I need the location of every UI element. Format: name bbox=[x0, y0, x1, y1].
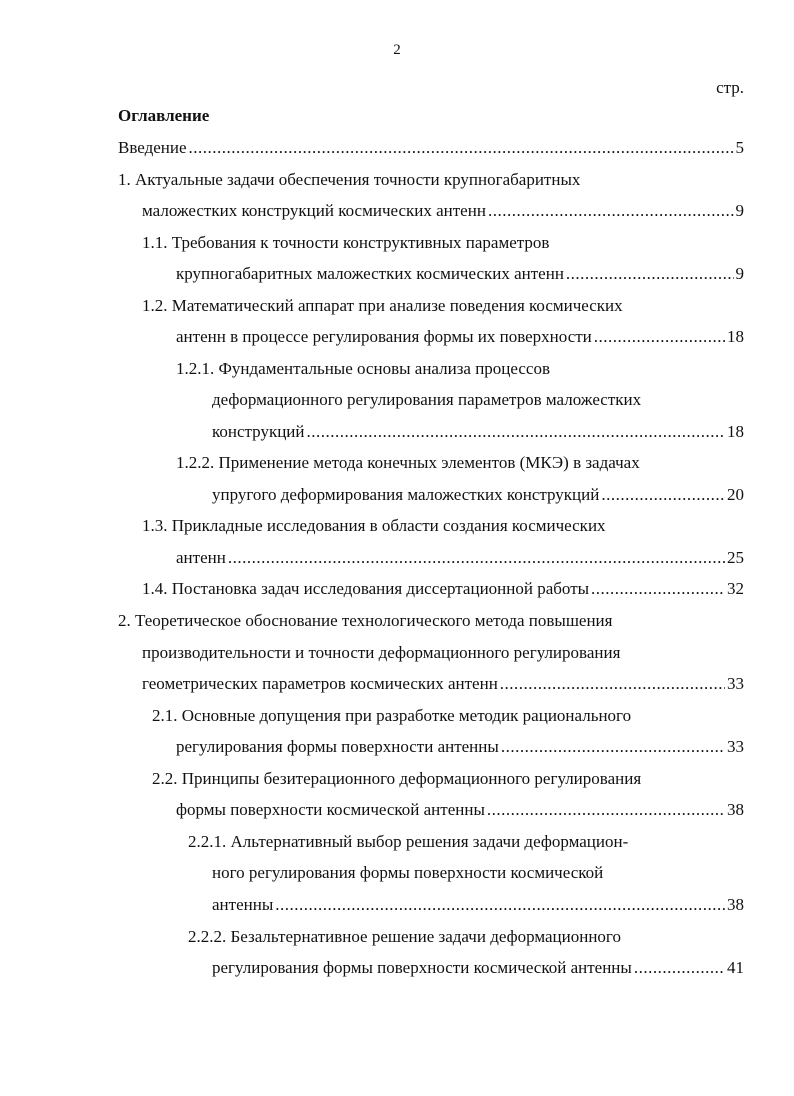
toc-title: Оглавление bbox=[118, 106, 210, 125]
toc-leader-dots bbox=[307, 422, 725, 442]
toc-page-number: 33 bbox=[727, 737, 744, 756]
toc-leader-dots bbox=[189, 138, 734, 158]
toc-page-number: 41 bbox=[727, 958, 744, 977]
toc-leader-dots bbox=[594, 327, 725, 347]
toc-page-number: 38 bbox=[727, 895, 744, 914]
toc-leader-dots bbox=[634, 958, 725, 978]
toc-leader-dots bbox=[591, 579, 725, 599]
toc-page-number: 25 bbox=[727, 548, 744, 567]
toc-page-number: 9 bbox=[735, 264, 744, 283]
toc-leader-dots bbox=[275, 895, 725, 915]
toc-entry-text: маложестких конструкций космических антенн bbox=[142, 201, 486, 220]
toc-entry-text: Введение bbox=[118, 138, 187, 157]
toc-line: 2.2. Принципы безитерационного деформационного регулирования bbox=[152, 769, 642, 788]
toc-line: 1. Актуальные задачи обеспечения точности крупногабаритных bbox=[118, 170, 581, 189]
toc-line: 1.2.1. Фундаментальные основы анализа процессов bbox=[176, 359, 550, 378]
toc-entry bbox=[176, 327, 744, 347]
toc-leader-dots bbox=[487, 800, 725, 820]
toc-entry-text: формы поверхности космической антенны bbox=[176, 800, 485, 819]
toc-line: ного регулирования формы поверхности космической bbox=[212, 863, 604, 882]
toc-entry bbox=[142, 201, 744, 221]
toc-entry bbox=[212, 958, 744, 978]
page-number: 2 bbox=[393, 42, 401, 58]
toc-line: 1.3. Прикладные исследования в области создания космических bbox=[142, 516, 606, 535]
toc-page-number: 33 bbox=[727, 674, 744, 693]
toc-leader-dots bbox=[601, 485, 725, 505]
toc-entry-text: антенн bbox=[176, 548, 226, 567]
toc-entry bbox=[142, 579, 744, 599]
toc-line: 1.2.2. Применение метода конечных элементов (МКЭ) в задачах bbox=[176, 453, 640, 472]
toc-line: 1.1. Требования к точности конструктивных параметров bbox=[142, 233, 550, 252]
toc-entry-text: конструкций bbox=[212, 422, 305, 441]
toc-line: 2.2.1. Альтернативный выбор решения задачи деформацион- bbox=[188, 832, 629, 851]
toc-entry bbox=[212, 485, 744, 505]
toc-entry-text: регулирования формы поверхности антенны bbox=[176, 737, 499, 756]
toc-page-number: 18 bbox=[727, 327, 744, 346]
toc-page-number: 32 bbox=[727, 579, 744, 598]
toc-leader-dots bbox=[228, 548, 725, 568]
toc-entry-text: крупногабаритных маложестких космических антенн bbox=[176, 264, 564, 283]
toc-entry bbox=[176, 548, 744, 568]
toc-entry bbox=[176, 737, 744, 757]
toc-entry-text: антенны bbox=[212, 895, 274, 914]
toc-entry-text: 1.4. Постановка задач исследования диссертационной работы bbox=[142, 579, 590, 598]
toc-page-number: 38 bbox=[727, 800, 744, 819]
toc-page-number: 20 bbox=[727, 485, 744, 504]
toc-page-number: 18 bbox=[727, 422, 744, 441]
toc-line: 1.2. Математический аппарат при анализе поведения космических bbox=[142, 296, 623, 315]
toc-entry-text: антенн в процессе регулирования формы их поверхности bbox=[176, 327, 592, 346]
toc-line: 2. Теоретическое обоснование технологического метода повышения bbox=[118, 611, 613, 630]
toc-page-number: 5 bbox=[735, 138, 744, 157]
page-column-label: стр. bbox=[716, 78, 744, 97]
toc-page-number: 9 bbox=[735, 201, 744, 220]
toc-entry bbox=[212, 422, 744, 442]
toc-entry bbox=[176, 800, 744, 820]
toc-entry bbox=[118, 138, 744, 158]
toc-entry bbox=[142, 674, 744, 694]
toc-entry-text: геометрических параметров космических антенн bbox=[142, 674, 498, 693]
toc-line: производительности и точности деформационного регулирования bbox=[142, 643, 621, 662]
toc-line: 2.2.2. Безальтернативное решение задачи деформационного bbox=[188, 927, 621, 946]
toc-entry-text: упругого деформирования маложестких конструкций bbox=[212, 485, 600, 504]
toc-leader-dots bbox=[500, 674, 725, 694]
toc-entry bbox=[176, 264, 744, 284]
toc-entry bbox=[212, 895, 744, 915]
toc-entry-text: регулирования формы поверхности космической антенны bbox=[212, 958, 632, 977]
toc-leader-dots bbox=[488, 201, 734, 221]
toc-line: 2.1. Основные допущения при разработке методик рационального bbox=[152, 706, 632, 725]
toc-leader-dots bbox=[501, 737, 725, 757]
toc-leader-dots bbox=[566, 264, 734, 284]
toc-line: деформационного регулирования параметров маложестких bbox=[212, 390, 642, 409]
